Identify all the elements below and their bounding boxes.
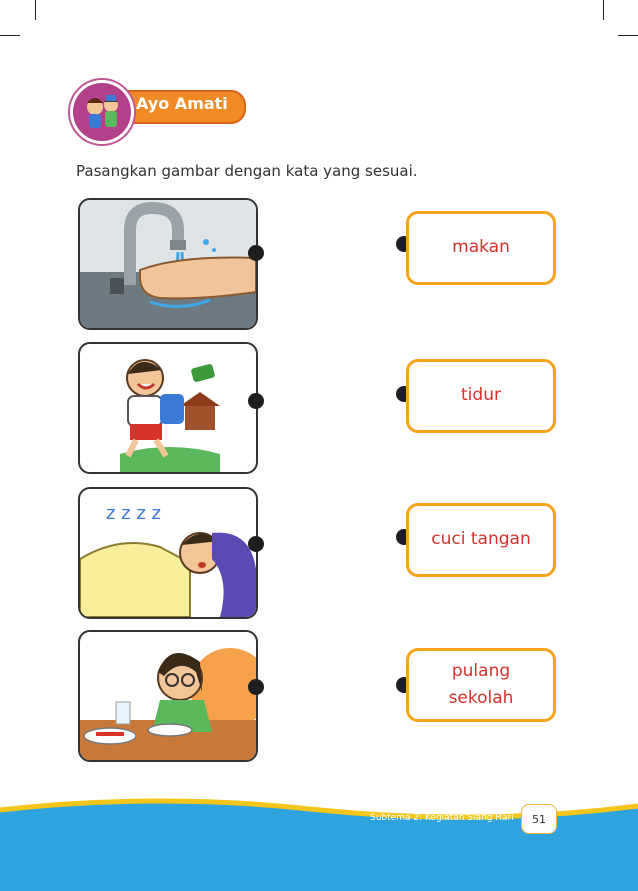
picture-eating[interactable] bbox=[78, 630, 258, 762]
crop-mark bbox=[603, 0, 604, 20]
crop-mark bbox=[0, 35, 20, 36]
picture-going-home[interactable] bbox=[78, 342, 258, 474]
picture-sleeping[interactable] bbox=[78, 487, 258, 619]
boy-sleeping-icon bbox=[80, 489, 256, 617]
picture-washing-hands[interactable] bbox=[78, 198, 258, 330]
match-dot-left[interactable] bbox=[248, 245, 264, 261]
washing-hands-icon bbox=[80, 200, 256, 328]
word-card-pulang-sekolah[interactable] bbox=[406, 648, 556, 722]
footer-subtheme: Subtema 2: Kegiatan Siang Hari bbox=[370, 813, 514, 823]
match-dot-left[interactable] bbox=[248, 536, 264, 552]
kids-logo-icon bbox=[70, 80, 134, 144]
section-title: Ayo Amati bbox=[136, 94, 228, 113]
page-number: 51 bbox=[521, 804, 557, 834]
boy-going-home-icon bbox=[80, 344, 256, 472]
crop-mark bbox=[618, 35, 638, 36]
crop-mark bbox=[35, 0, 36, 20]
word-label: tidur bbox=[461, 385, 501, 406]
match-dot-left[interactable] bbox=[248, 679, 264, 695]
word-label: makan bbox=[452, 237, 510, 258]
word-card-tidur[interactable] bbox=[406, 359, 556, 433]
match-dot-left[interactable] bbox=[248, 393, 264, 409]
svg-text:z z z z: z z z z bbox=[106, 503, 161, 524]
word-label: cuci tangan bbox=[431, 529, 531, 550]
word-label: pulang sekolah bbox=[448, 660, 514, 708]
section-badge bbox=[70, 80, 250, 136]
word-card-cuci-tangan[interactable] bbox=[406, 503, 556, 577]
girl-eating-icon bbox=[80, 632, 256, 760]
instruction-text: Pasangkan gambar dengan kata yang sesuai. bbox=[76, 162, 418, 180]
word-card-makan[interactable] bbox=[406, 211, 556, 285]
